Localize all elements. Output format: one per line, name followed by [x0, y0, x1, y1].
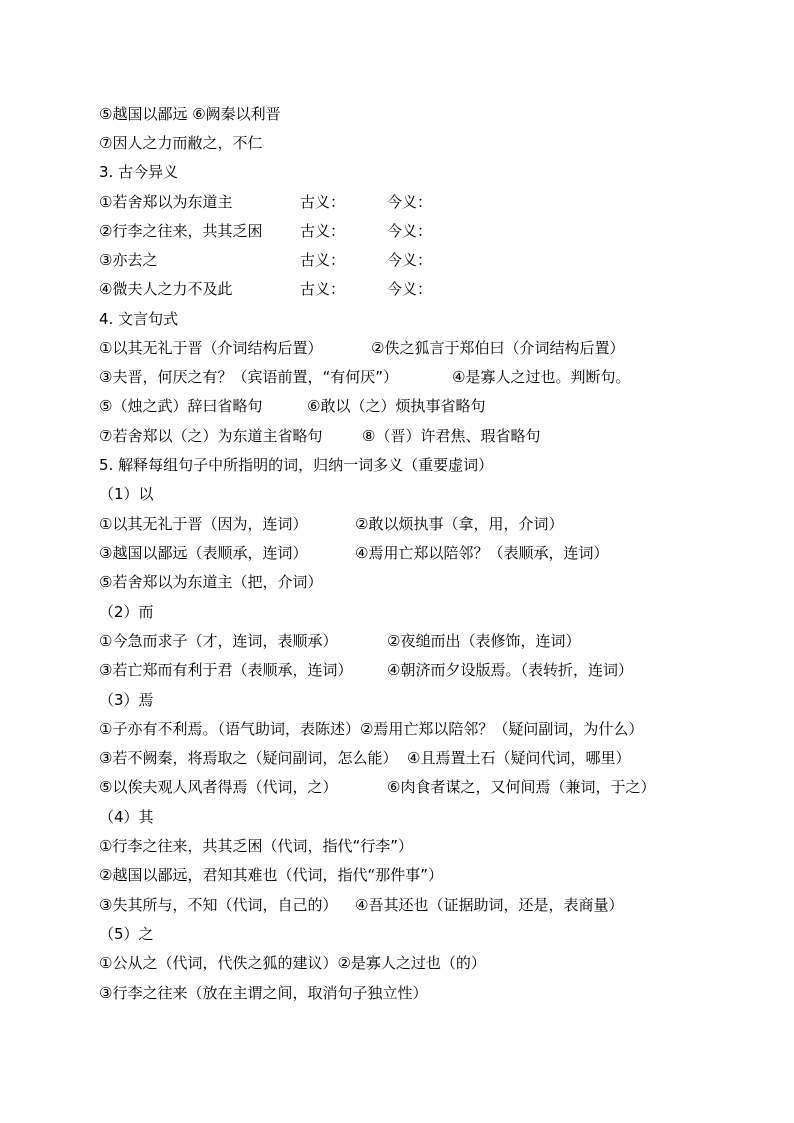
gujin-jin-label: 今义：: [387, 222, 433, 240]
gujin-gu-label: 古义：: [300, 222, 346, 240]
section-heading-5: 5. 解释每组句子中所指明的词，归纳一词多义（重要虚词）: [99, 456, 494, 474]
usage-item: ③若不阙秦，将焉取之（疑问副词，怎么能）: [99, 749, 398, 767]
gujin-row: [99, 277, 779, 301]
usage-item: ④朝济而夕设版焉。（表转折，连词）: [387, 661, 633, 679]
usage-item: ①今急而求子（才，连词，表顺承）: [99, 632, 338, 650]
pattern-item: ⑦若舍郑以（之）为东道主省略句: [99, 427, 323, 445]
usage-item: ④焉用亡郑以陪邻？（表顺承，连词）: [355, 544, 609, 562]
usage-row: [99, 746, 779, 770]
usage-item: ②夜缒而出（表修饰，连词）: [387, 632, 581, 650]
gujin-row: [99, 190, 779, 214]
pattern-item: ①以其无礼于晋（介词结构后置）: [99, 339, 323, 357]
pattern-item: ⑧（晋）许君焦、瑕省略句: [362, 427, 541, 445]
usage-item: ③越国以鄙远（表顺承，连词）: [99, 544, 308, 562]
gujin-jin-label: 今义：: [387, 193, 433, 211]
gujin-jin-label: 今义：: [387, 251, 433, 269]
gujin-sentence: ②行李之往来，共其乏困: [99, 222, 263, 240]
usage-item: ③失其所与，不知（代词，自己的）: [99, 896, 338, 914]
gujin-gu-label: 古义：: [300, 251, 346, 269]
pattern-item: ④是寡人之过也。判断句。: [452, 368, 631, 386]
usage-row: [99, 512, 779, 536]
group-title: （4）其: [99, 808, 154, 826]
usage-row: [99, 658, 779, 682]
usage-row: ①公从之（代词，代佚之狐的建议）②是寡人之过也（的）: [99, 954, 486, 972]
gujin-sentence: ①若舍郑以为东道主: [99, 193, 233, 211]
usage-item: ④且焉置土石（疑问代词，哪里）: [407, 749, 631, 767]
pattern-item: ⑤（烛之武）辞曰省略句: [99, 397, 263, 415]
usage-item: ⑥肉食者谋之，又何间焉（兼词，于之）: [387, 778, 656, 796]
usage-row: ⑤若舍郑以为东道主（把，介词）: [99, 573, 323, 591]
pattern-item: ③夫晋，何厌之有？（宾语前置，“有何厌”）: [99, 368, 398, 386]
gujin-gu-label: 古义：: [300, 280, 346, 298]
group-title: （3）焉: [99, 691, 154, 709]
sentence-pattern-row: [99, 365, 779, 389]
usage-row: ②越国以鄙远，君知其难也（代词，指代“那件事”）: [99, 866, 443, 884]
group-title: （1）以: [99, 485, 154, 503]
gujin-row: [99, 248, 779, 272]
usage-row: [99, 541, 779, 565]
section-heading-4: 4. 文言句式: [99, 310, 179, 328]
usage-row: [99, 893, 779, 917]
pattern-item: ⑥敢以（之）烦执事省略句: [307, 397, 486, 415]
usage-item: ①以其无礼于晋（因为，连词）: [99, 515, 308, 533]
pattern-item: ②佚之狐言于郑伯曰（介词结构后置）: [371, 339, 625, 357]
gujin-sentence: ③亦去之: [99, 251, 158, 269]
sentence-pattern-row: [99, 424, 779, 448]
usage-item: ③若亡郑而有利于君（表顺承，连词）: [99, 661, 353, 679]
gujin-jin-label: 今义：: [387, 280, 433, 298]
usage-row: ①子亦有不利焉。（语气助词，表陈述）②焉用亡郑以陪邻？（疑问副词，为什么）: [99, 720, 644, 738]
gujin-row: [99, 219, 779, 243]
section-heading-3: 3. 古今异义: [99, 163, 179, 181]
usage-row: ①行李之往来，共其乏困（代词，指代“行李”）: [99, 837, 413, 855]
usage-item: ⑤以俟夫观人风者得焉（代词，之）: [99, 778, 338, 796]
text-line: ⑤越国以鄙远 ⑥阙秦以利晋: [99, 105, 281, 123]
sentence-pattern-row: [99, 394, 779, 418]
usage-row: ③行李之往来（放在主谓之间，取消句子独立性）: [99, 984, 428, 1002]
usage-row: [99, 629, 779, 653]
group-title: （2）而: [99, 603, 154, 621]
usage-item: ②敢以烦执事（拿，用，介词）: [355, 515, 564, 533]
sentence-pattern-row: [99, 336, 779, 360]
text-line: ⑦因人之力而敝之，不仁: [99, 134, 263, 152]
gujin-gu-label: 古义：: [300, 193, 346, 211]
gujin-sentence: ④微夫人之力不及此: [99, 280, 233, 298]
group-title: （5）之: [99, 925, 154, 943]
usage-item: ④吾其还也（证据助词，还是，表商量）: [355, 896, 624, 914]
usage-row: [99, 775, 779, 799]
